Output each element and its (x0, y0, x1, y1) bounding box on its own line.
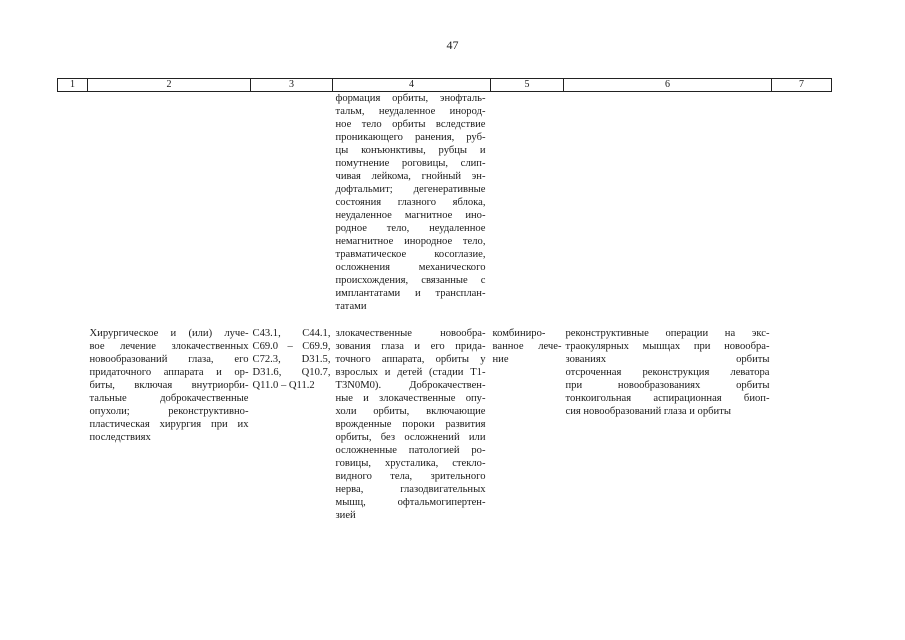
text-line: биты, включая внутриорби- (89, 380, 249, 391)
icd-code: C44.1, (302, 328, 331, 339)
column-number-7: 7 (772, 79, 832, 92)
text-line: тонкоигольная аспирационная биоп- (565, 393, 770, 404)
column-number-1: 1 (58, 79, 88, 92)
diagnosis-continuation-cell (333, 92, 491, 314)
text-line: опухоли; реконструктивно- (89, 406, 249, 417)
text-line: вое лечение злокачественных (89, 341, 249, 352)
text-line: травматическое косоглазие, (335, 249, 486, 260)
column-number-4: 4 (333, 79, 491, 92)
text-line: зией (335, 510, 356, 521)
text-line: дофтальмит; дегенеративные (335, 184, 486, 195)
column-number-2: 2 (88, 79, 251, 92)
treatment-method-text (566, 327, 770, 418)
text-line: реконструктивные операции на экс- (565, 328, 770, 339)
icd-code-line (253, 327, 331, 340)
text-line: комбиниро- (492, 328, 546, 339)
text-line: ние (492, 354, 509, 365)
text-line: последствиях (89, 432, 151, 443)
icd-code: Q11.0 – Q11.2 (252, 380, 315, 391)
icd-code-line (253, 340, 331, 353)
icd-codes-cell (251, 327, 333, 522)
text-line: траокулярных мышцах при новообра- (565, 341, 770, 352)
text-line: происхождения, связанные с (335, 275, 486, 286)
text-line: Хирургическое и (или) луче- (89, 328, 249, 339)
icd-code: C43.1, (252, 328, 281, 339)
text-line: пластическая хирургия при их (89, 419, 249, 430)
column-number-3: 3 (251, 79, 333, 92)
text-line: тальм, неудаленное инород- (335, 106, 486, 117)
treatment-type-cell (491, 327, 564, 522)
text-line: взрослых и детей (стадии T1- (335, 367, 486, 378)
table-row (58, 327, 832, 522)
text-line: точного аппарата, орбиты у (335, 354, 486, 365)
icd-code: C72.3, (252, 354, 281, 365)
text-line: ное тело орбиты вследствие (335, 119, 486, 130)
text-line: видного тела, зрительного (335, 471, 486, 482)
text-line: неудаленное магнитное ино- (335, 210, 486, 221)
text-line: цы конъюнктивы, рубцы и (335, 145, 486, 156)
text-line: говицы, хрусталика, стекло- (335, 458, 486, 469)
icd-code-line (253, 366, 331, 379)
icd-code: D31.5, (301, 354, 331, 365)
diagnosis-continuation-text (336, 92, 486, 313)
icd-code: C69.0 (252, 341, 279, 352)
text-line: осложнения механического (335, 262, 486, 273)
text-line: имплантатами и трансплан- (335, 288, 486, 299)
text-line: холи орбиты, включающие (335, 406, 486, 417)
page-number: 47 (446, 38, 459, 52)
column-number-header (58, 79, 832, 92)
column-number-5: 5 (491, 79, 564, 92)
text-line: осложненные патологией ро- (335, 445, 486, 456)
text-line: чивая лейкома, гнойный эн- (335, 171, 486, 182)
cost-cell (772, 327, 832, 522)
text-line: состояния глазного яблока, (335, 197, 486, 208)
text-line: нерва, глазодвигательных (335, 484, 486, 495)
icd-code: D31.6, (252, 367, 282, 378)
icd-code: – (287, 341, 293, 352)
care-type-cell (88, 327, 251, 522)
icd-codes-text (253, 327, 331, 392)
text-line: помутнение роговицы, слип- (335, 158, 486, 169)
icd-code-line (253, 379, 331, 392)
text-line: зованиях орбиты (565, 354, 770, 365)
text-line: зования глаза и его прида- (335, 341, 486, 352)
table-row-continuation (58, 92, 832, 314)
treatment-type-text (493, 327, 562, 366)
diagnosis-text (336, 327, 486, 522)
text-line: мышц, офтальмогипертен- (335, 497, 486, 508)
text-line: при новообразованиях орбиты (565, 380, 770, 391)
text-line: отсроченная реконструкция леватора (565, 367, 770, 378)
diagnosis-cell (333, 327, 491, 522)
text-line: сия новообразований глаза и орбиты (565, 406, 731, 417)
text-line: врожденные пороки развития (335, 419, 486, 430)
icd-code-line (253, 353, 331, 366)
treatment-method-cell (564, 327, 772, 522)
text-line: орбиты, без осложнений или (335, 432, 486, 443)
text-line: T3N0M0). Доброкачествен- (335, 380, 486, 391)
text-line: придаточного аппарата и ор- (89, 367, 249, 378)
text-line: ные и злокачественные опу- (335, 393, 486, 404)
icd-code: C69.9, (302, 341, 331, 352)
text-line: родное тело, неудаленное (335, 223, 486, 234)
text-line: злокачественные новообра- (335, 328, 486, 339)
text-line: тальные доброкачественные (89, 393, 249, 404)
medical-care-table (57, 78, 832, 522)
column-number-6: 6 (564, 79, 772, 92)
text-line: ванное лече- (492, 341, 562, 352)
text-line: немагнитное инородное тело, (335, 236, 486, 247)
text-line: проникающего ранения, руб- (335, 132, 486, 143)
text-line: новообразований глаза, его (89, 354, 249, 365)
care-type-text (90, 327, 249, 444)
text-line: формация орбиты, энофталь- (335, 93, 486, 104)
icd-code: Q10.7, (301, 367, 331, 378)
text-line: татами (335, 301, 367, 312)
